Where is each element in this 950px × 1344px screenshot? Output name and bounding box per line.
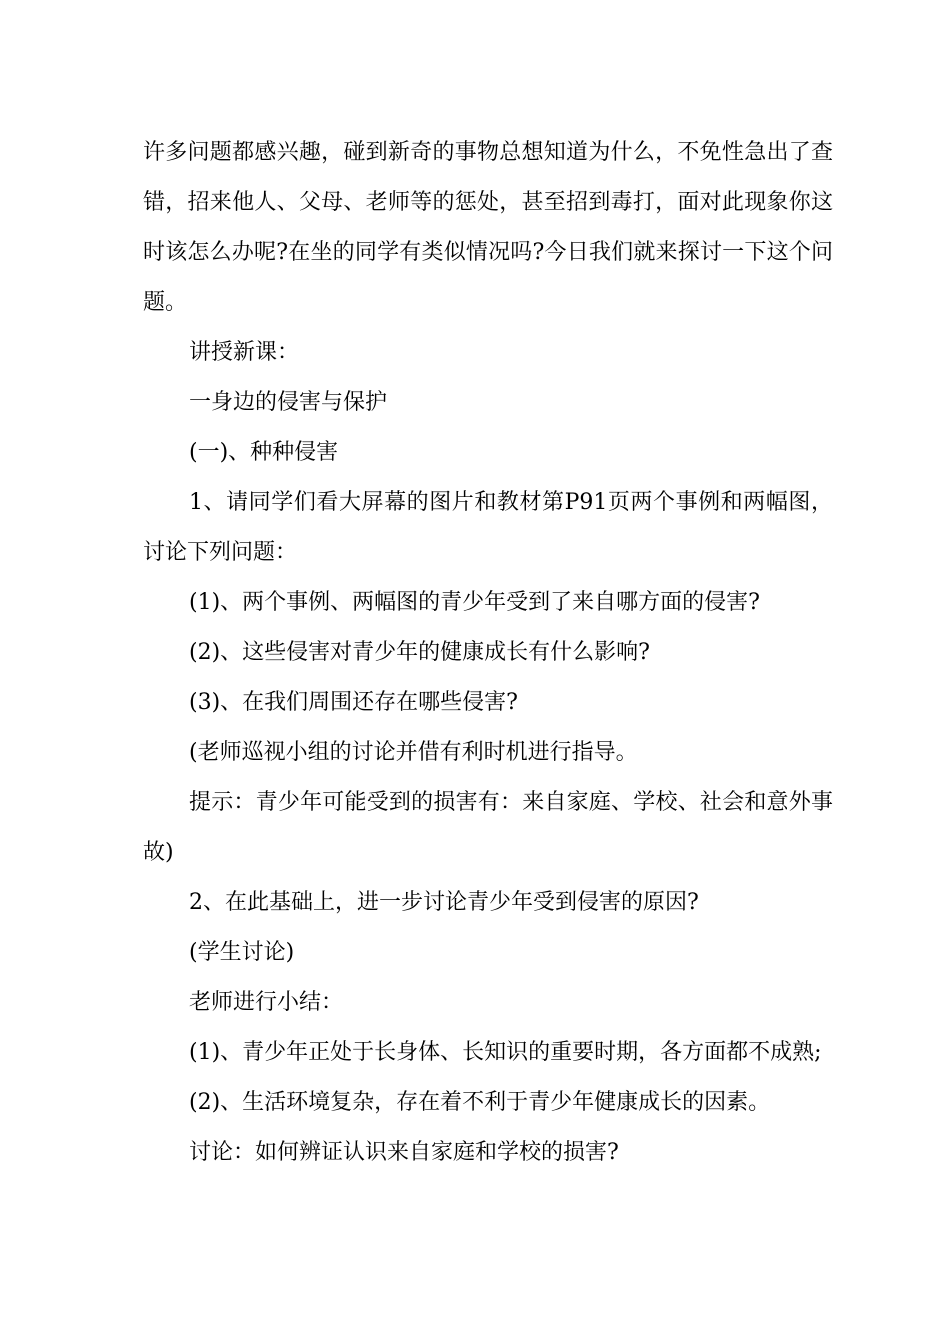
subsection-heading: (一)、种种侵害: [189, 440, 339, 465]
document-body: [143, 128, 833, 1178]
summary-point-1: (1)、青少年正处于长身体、长知识的重要时期，各方面都不成熟;: [189, 1040, 822, 1065]
paragraph-discussion: 讨论：如何辨证认识来自家庭和学校的损害?: [189, 1140, 619, 1165]
paragraph-teacher-note: (老师巡视小组的讨论并借有利时机进行指导。: [189, 740, 638, 765]
paragraph-task-1: 1、请同学们看大屏幕的图片和教材第P91页两个事例和两幅图，讨论下列问题：: [143, 490, 833, 565]
paragraph-task-2: 2、在此基础上，进一步讨论青少年受到侵害的原因?: [189, 890, 699, 915]
question-3: (3)、在我们周围还存在哪些侵害?: [189, 690, 518, 715]
paragraph-new-lesson: 讲授新课：: [189, 340, 300, 365]
question-2: (2)、这些侵害对青少年的健康成长有什么影响?: [189, 640, 650, 665]
paragraph-intro-continuation: 许多问题都感兴趣，碰到新奇的事物总想知道为什么，不免性急出了查错，招来他人、父母、老师等的惩处，甚至招到毒打，面对此现象你这时该怎么办呢?在坐的同学有类似情况吗?今日我们就来探讨一下这个问题。: [143, 140, 833, 315]
section-heading: 一身边的侵害与保护: [189, 390, 388, 415]
paragraph-student-discussion: (学生讨论): [189, 940, 295, 965]
paragraph-hint: 提示：青少年可能受到的损害有：来自家庭、学校、社会和意外事故): [143, 790, 833, 865]
paragraph-teacher-summary: 老师进行小结：: [189, 990, 344, 1015]
question-1: (1)、两个事例、两幅图的青少年受到了来自哪方面的侵害?: [189, 590, 760, 615]
summary-point-2: (2)、生活环境复杂，存在着不利于青少年健康成长的因素。: [189, 1090, 771, 1115]
